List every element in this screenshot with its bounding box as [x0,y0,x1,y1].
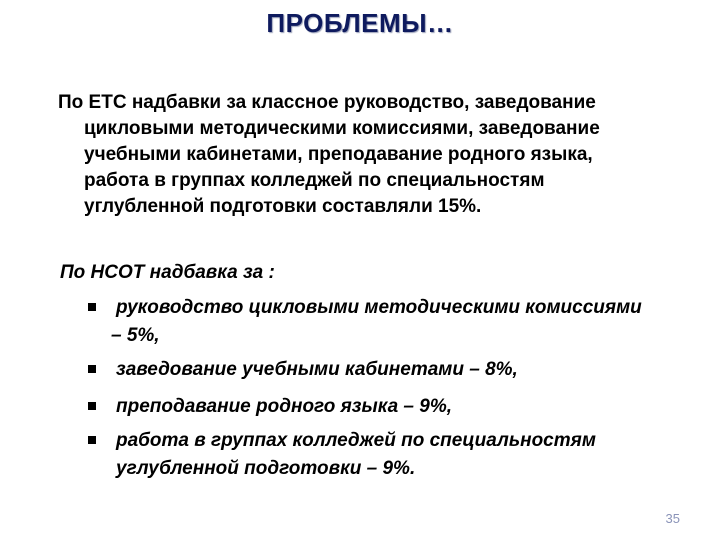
square-bullet-icon [88,402,96,410]
etc-paragraph-line: По ЕТС надбавки за классное руководство, заведование [58,92,596,113]
etc-paragraph-line: учебными кабинетами, преподавание родного языка, [84,144,593,165]
etc-paragraph [58,90,678,220]
bullet-line: – 5%, [111,325,160,346]
bullet-line: заведование учебными кабинетами – 8%, [116,359,518,380]
nsot-heading: По НСОТ надбавка за : [60,262,275,283]
etc-paragraph-line: углубленной подготовки составляли 15%. [84,196,482,217]
slide-title: ПРОБЛЕМЫ… [266,8,454,38]
bullet-text [116,393,696,421]
bullet-text [116,356,696,384]
square-bullet-icon [88,436,96,444]
etc-paragraph-line: работа в группах колледжей по специальностям [84,170,545,191]
square-bullet-icon [88,365,96,373]
etc-paragraph-line: цикловыми методическими комиссиями, заведование [84,118,600,139]
bullet-text [116,427,696,483]
bullet-line: углубленной подготовки – 9%. [116,458,416,479]
bullet-line: преподавание родного языка – 9%, [116,396,453,417]
page-number: 35 [665,511,680,526]
bullet-line: работа в группах колледжей по специальностям [116,430,596,451]
square-bullet-icon [88,303,96,311]
bullet-text [111,294,696,350]
bullet-line: руководство цикловыми методическими комиссиями [116,297,642,318]
